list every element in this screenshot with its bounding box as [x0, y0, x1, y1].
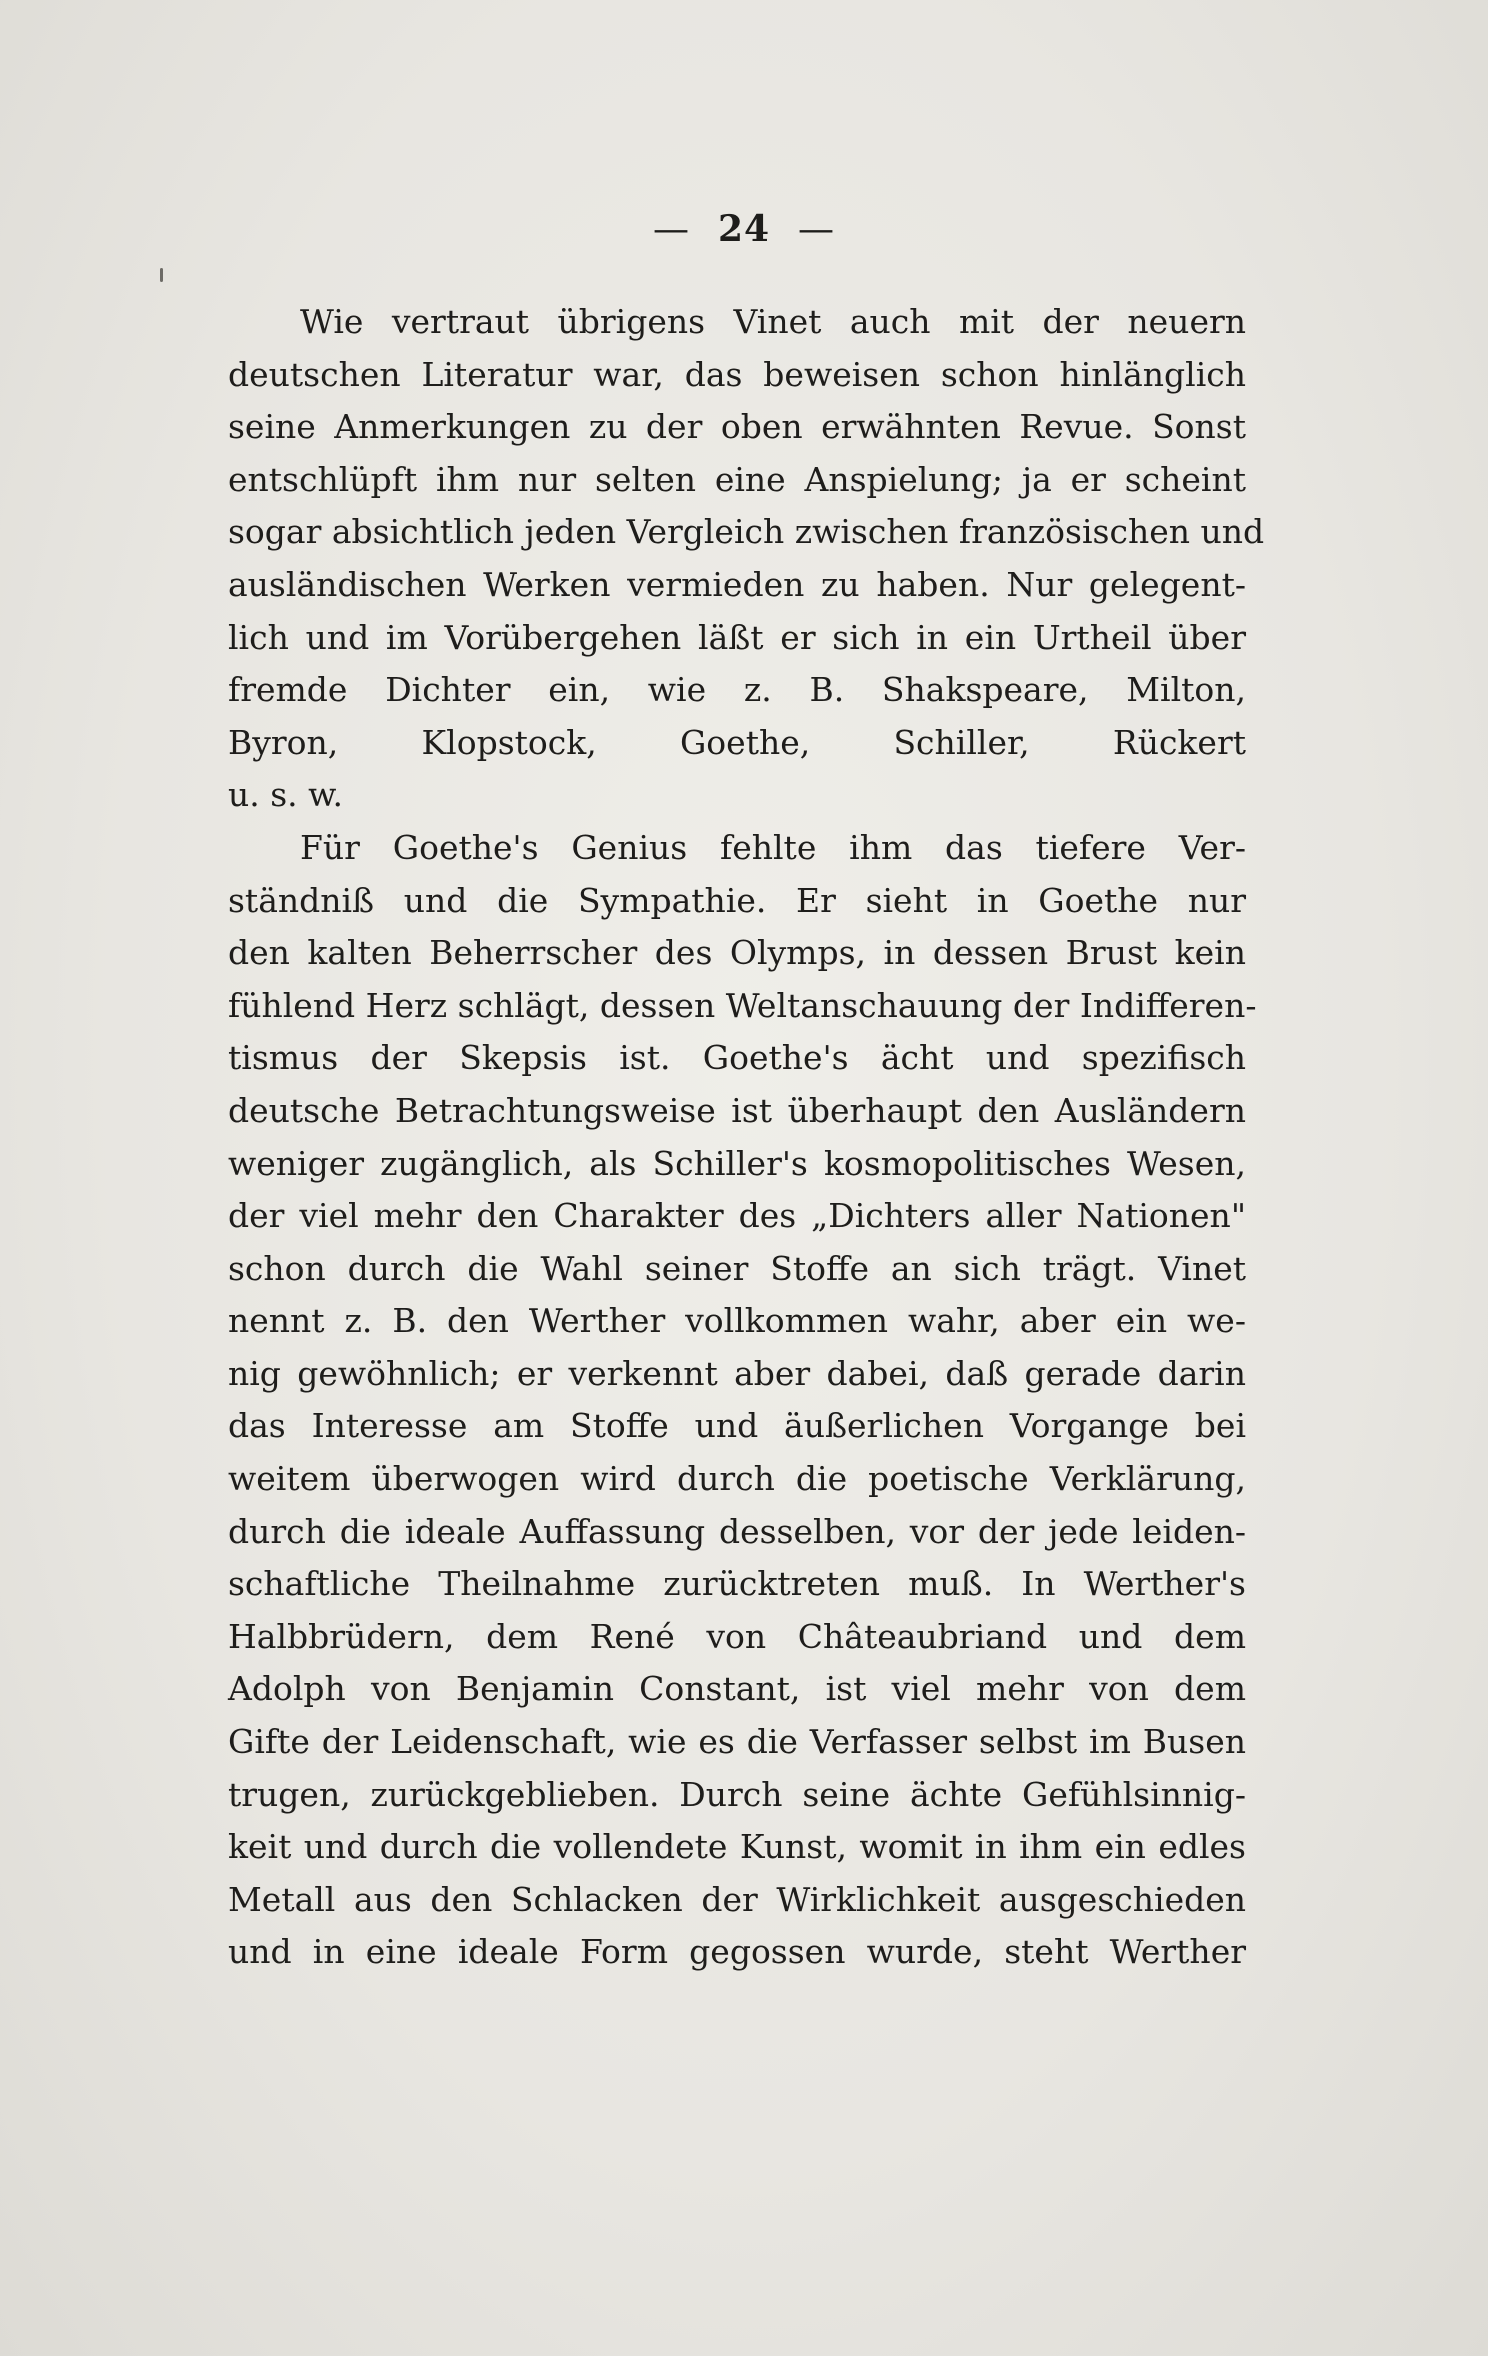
text-line: ständniß und die Sympathie. Er sieht in Goethe nur [228, 880, 1246, 920]
page-header [0, 208, 1488, 250]
text-line: Byron, Klopstock, Goethe, Schiller, Rückert [228, 722, 1246, 762]
header-dash-left: — [652, 209, 690, 250]
text-line: Halbbrüdern, dem René von Châteaubriand und dem [228, 1616, 1246, 1656]
text-line: weitem überwogen wird durch die poetische Verklärung, [228, 1459, 1246, 1499]
text-line: durch die ideale Auffassung desselben, vor der jede leiden- [228, 1511, 1246, 1551]
ink-speck [160, 268, 163, 282]
text-line: fühlend Herz schlägt, dessen Weltanschauung der Indifferen- [228, 985, 1257, 1025]
text-line: fremde Dichter ein, wie z. B. Shakspeare, Milton, [228, 670, 1246, 710]
text-line: weniger zugänglich, als Schiller's kosmopolitisches Wesen, [228, 1143, 1246, 1183]
text-line: schaftliche Theilnahme zurücktreten muß. In Werther's [228, 1564, 1246, 1604]
text-line: der viel mehr den Charakter des „Dichters aller Nationen" [228, 1196, 1246, 1236]
text-line: den kalten Beherrscher des Olymps, in dessen Brust kein [228, 933, 1246, 973]
body-text [228, 296, 1265, 1979]
text-line: Adolph von Benjamin Constant, ist viel mehr von dem [228, 1669, 1246, 1709]
text-line: sogar absichtlich jeden Vergleich zwischen französischen und [228, 512, 1265, 552]
text-line: Gifte der Leidenschaft, wie es die Verfasser selbst im Busen [228, 1722, 1246, 1762]
text-line: Metall aus den Schlacken der Wirklichkeit ausgeschieden [228, 1879, 1246, 1919]
page-number: 24 [717, 208, 771, 250]
text-line: das Interesse am Stoffe und äußerlichen Vorgange bei [228, 1406, 1246, 1446]
text-line: trugen, zurückgeblieben. Durch seine ächte Gefühlsinnig- [228, 1774, 1246, 1814]
header-dash-right: — [798, 209, 836, 250]
text-line: schon durch die Wahl seiner Stoffe an sich trägt. Vinet [228, 1248, 1246, 1288]
text-line: und in eine ideale Form gegossen wurde, steht Werther [228, 1932, 1246, 1972]
text-line: nennt z. B. den Werther vollkommen wahr, aber ein we- [228, 1301, 1246, 1341]
text-line: u. s. w. [228, 775, 343, 815]
text-line: deutsche Betrachtungsweise ist überhaupt den Ausländern [228, 1090, 1246, 1130]
text-line: deutschen Literatur war, das beweisen schon hinlänglich [228, 354, 1246, 394]
text-line: Wie vertraut übrigens Vinet auch mit der neuern [300, 302, 1246, 341]
text-line: keit und durch die vollendete Kunst, womit in ihm ein edles [228, 1827, 1246, 1867]
text-line: lich und im Vorübergehen läßt er sich in ein Urtheil über [228, 617, 1246, 657]
text-line: nig gewöhnlich; er verkennt aber dabei, daß gerade darin [228, 1353, 1246, 1393]
text-line: entschlüpft ihm nur selten eine Anspielung; ja er scheint [228, 459, 1246, 499]
text-line: Für Goethe's Genius fehlte ihm das tiefere Ver- [300, 827, 1246, 867]
text-line: tismus der Skepsis ist. Goethe's ächt und spezifisch [228, 1038, 1246, 1078]
text-line: ausländischen Werken vermieden zu haben. Nur gelegent- [228, 564, 1246, 604]
text-line: seine Anmerkungen zu der oben erwähnten Revue. Sonst [228, 407, 1246, 447]
